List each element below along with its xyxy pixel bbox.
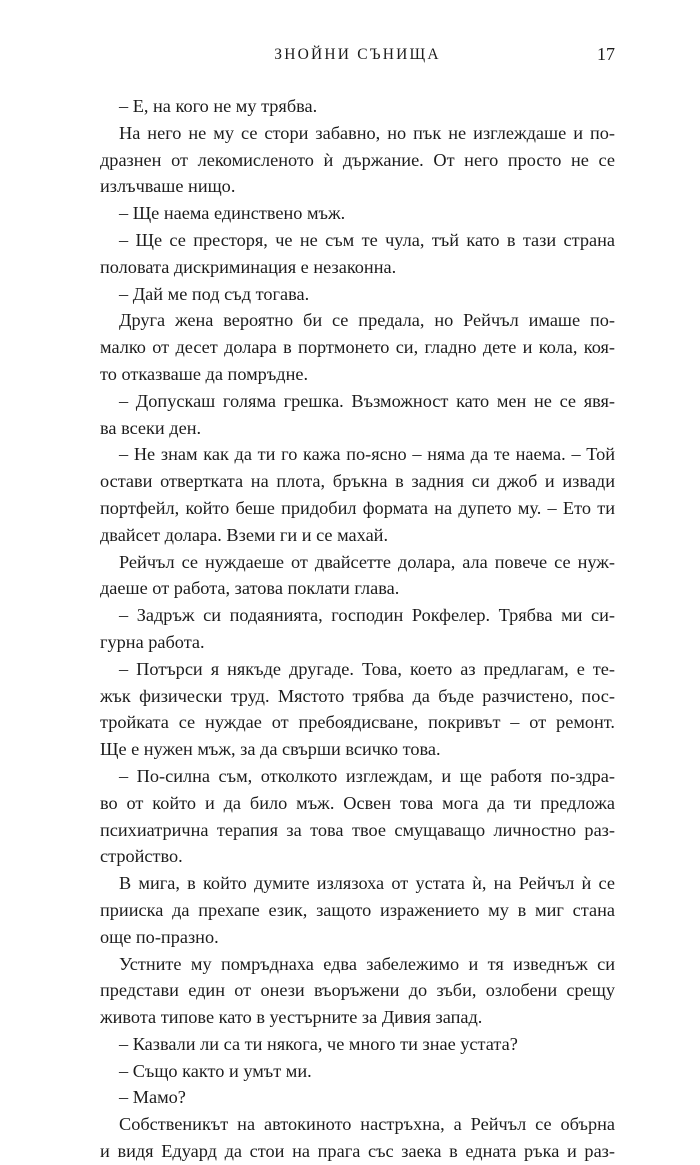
text-line: – Потърси я някъде другаде. Това, което аз предлагам, е те- bbox=[119, 658, 615, 679]
text-line: Устните му помръднаха едва забележимо и тя изведнъж си bbox=[119, 953, 615, 974]
text-line: живота типове като в уестърните за Дивия запад. bbox=[100, 1007, 483, 1028]
text-line: В мига, в който думите излязоха от устата ѝ, на Рейчъл ѝ се bbox=[119, 873, 615, 894]
text-line: и видя Едуард да стои на прага със заека в едната ръка и раз- bbox=[100, 1141, 615, 1162]
text-line: Собственикът на автокиното настръхна, а Рейчъл се обърна bbox=[119, 1114, 615, 1135]
text-line: – Не знам как да ти го кажа по-ясно – няма да те наема. – Той bbox=[119, 444, 615, 465]
running-header bbox=[100, 46, 615, 70]
text-line: жък физически труд. Мястото трябва да бъде разчистено, пос- bbox=[100, 685, 615, 706]
text-line: половата дискриминация е незаконна. bbox=[100, 256, 397, 277]
text-line: дразнен от лекомисленото ѝ държание. От него просто не се bbox=[100, 149, 615, 170]
text-line: – Ще наема единствено мъж. bbox=[119, 203, 346, 224]
text-line: излъчваше нищо. bbox=[100, 176, 236, 197]
text-line: – Задръж си подаянията, господин Рокфелер. Трябва ми си- bbox=[119, 605, 615, 626]
text-line: двайсет долара. Вземи ги и се махай. bbox=[100, 524, 389, 545]
text-line: тройката се нуждае от пребоядисване, покривът – от ремонт. bbox=[100, 712, 615, 733]
text-line: – Мамо? bbox=[119, 1087, 186, 1108]
text-line: На него не му се стори забавно, но пък не изглеждаше и по- bbox=[119, 122, 615, 143]
text-line: стройство. bbox=[100, 846, 183, 867]
text-line: ва всеки ден. bbox=[100, 417, 202, 438]
text-line: во от който и да било мъж. Освен това мога да ти предложа bbox=[100, 792, 615, 813]
text-line: – Е, на кого не му трябва. bbox=[119, 96, 318, 116]
text-line: представи един от онези въоръжени до зъби, озлобени срещу bbox=[100, 980, 615, 1001]
text-line: Рейчъл се нуждаеше от двайсетте долара, ала повече се нуж- bbox=[119, 551, 615, 572]
text-line: Друга жена вероятно би се предала, но Рейчъл имаше по- bbox=[119, 310, 615, 331]
text-line: – Също както и умът ми. bbox=[119, 1060, 312, 1081]
running-title: ЗНОЙНИ СЪНИЩА bbox=[274, 46, 441, 63]
text-line: – По-силна съм, отколкото изглеждам, и ще работя по-здра- bbox=[119, 765, 615, 786]
text-line: Ще е нужен мъж, за да свърши всичко това. bbox=[100, 739, 441, 760]
text-line: малко от десет долара в портмонето си, гладно дете и кола, коя- bbox=[100, 337, 615, 358]
text-line: гурна работа. bbox=[100, 631, 205, 652]
text-line: даеше от работа, затова поклати глава. bbox=[100, 578, 400, 599]
text-line: – Допускаш голяма грешка. Възможност като мен не се явя- bbox=[119, 390, 615, 411]
body-text bbox=[100, 93, 615, 1165]
text-line: остави отвертката на плота, бръкна в задния си джоб и извади bbox=[100, 471, 615, 492]
text-line: още по-празно. bbox=[100, 926, 219, 947]
text-line: то отказваше да помръдне. bbox=[100, 363, 309, 384]
page-number: 17 bbox=[597, 44, 615, 64]
text-line: прииска да прехапе език, защото изражението му в миг стана bbox=[100, 899, 615, 920]
text-line: – Дай ме под съд тогава. bbox=[119, 283, 310, 304]
text-line: портфейл, който беше придобил формата на дупето му. – Ето ти bbox=[100, 497, 615, 518]
text-line: – Ще се престоря, че не съм те чула, тъй като в тази страна bbox=[119, 229, 615, 250]
text-line: – Казвали ли са ти някога, че много ти знае устата? bbox=[119, 1033, 518, 1054]
text-line: психиатрична терапия за това твое смущаващо личностно раз- bbox=[100, 819, 615, 840]
